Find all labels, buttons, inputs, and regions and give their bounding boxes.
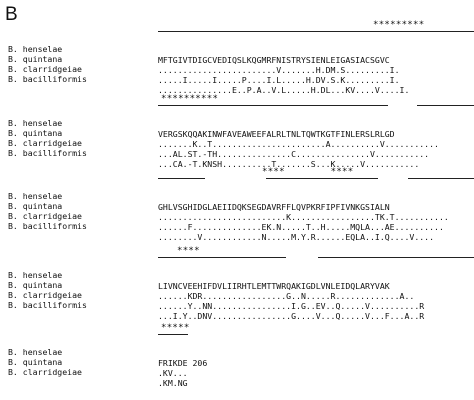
species-name: B. quintana [8,54,63,64]
sequence: ........V............N.....M.Y.R......EQLA..I.Q....V.... [158,232,435,242]
sequence: ......Y..NN................I.G..EV..Q.....V..........R [158,301,425,311]
alignment-block-4 [0,246,474,321]
sequence: ...CA.-T.KNSH..........T.......S...K.....V........... [158,159,420,169]
overline [408,178,474,179]
species-name: B. henselae [8,191,63,201]
overline [318,257,474,258]
species-name: B. bacilliformis [8,221,87,231]
sequence: .....I.....I.....P....I.L.....H.DV.S.K.........I. [158,75,400,85]
overline [158,178,205,179]
sequence: .......K..T.......................A..........V........... [158,139,439,149]
sequence: .KV... [158,368,188,378]
alignment-block-3 [0,167,474,242]
alignment-block-2 [0,94,474,169]
species-name: B. henselae [8,270,63,280]
species-name: B. bacilliformis [8,74,87,84]
species-name: B. clarridgeiae [8,290,82,300]
sequence: GHLVSGHIDGLAEIIDQKSEGDAVRFFLQVPKRFIPFIVNKGSIALN [158,202,390,212]
overline [266,178,378,179]
sequence: .KM.NG [158,378,188,388]
conservation-stars: **** **** [262,167,354,177]
species-name: B. clarridgeiae [8,367,82,377]
alignment-block-1 [0,20,474,95]
overline [417,105,474,106]
alignment-block-5 [0,323,474,388]
sequence: ......F..............EK.N.....T..H.....MQLA...AE.......... [158,222,444,232]
species-name: B. bacilliformis [8,148,87,158]
sequence: MFTGIVTDIGCVEDIQSLKQGMRFNISTRYSIENLEIGASIACSGVC [158,55,390,65]
conservation-stars: ***** [161,323,190,333]
sequence: ...............E..P.A..V.L.....H.DL...KV....V....I. [158,85,410,95]
overline [158,31,474,32]
species-name: B. quintana [8,280,63,290]
sequence: ......KDR.................G..N.....R.............A.. [158,291,415,301]
species-name: B. henselae [8,347,63,357]
species-name: B. bacilliformis [8,300,87,310]
sequence: VERGSKQQAKINWFAVEAWEEFALRLTNLTQWTKGTFINLERSLRLGD [158,129,395,139]
sequence: ...I.Y..DNV................G....V...Q.....V...F...A..R [158,311,425,321]
overline [158,105,388,106]
panel-label: B [5,4,18,25]
species-name: B. clarridgeiae [8,64,82,74]
overline [158,334,188,335]
sequence: ........................V.......H.DM.S.........I. [158,65,400,75]
sequence: ..........................K.................TK.T........... [158,212,449,222]
conservation-stars: ********* [373,20,425,30]
species-name: B. henselae [8,118,63,128]
species-name: B. clarridgeiae [8,211,82,221]
overline [158,257,286,258]
species-name: B. clarridgeiae [8,138,82,148]
conservation-stars: ********** [161,94,219,104]
sequence: ...AL.ST.-TH...............C...............V........... [158,149,430,159]
sequence: LIVNCVEEHIFDVLIIRHTLEMTTWRQAKIGDLVNLEIDQLARYVAK [158,281,390,291]
species-name: B. quintana [8,201,63,211]
species-name: B. henselae [8,44,63,54]
sequence: FRIKDE 206 [158,358,208,368]
species-name: B. quintana [8,357,63,367]
conservation-stars: **** [177,246,200,256]
species-name: B. quintana [8,128,63,138]
